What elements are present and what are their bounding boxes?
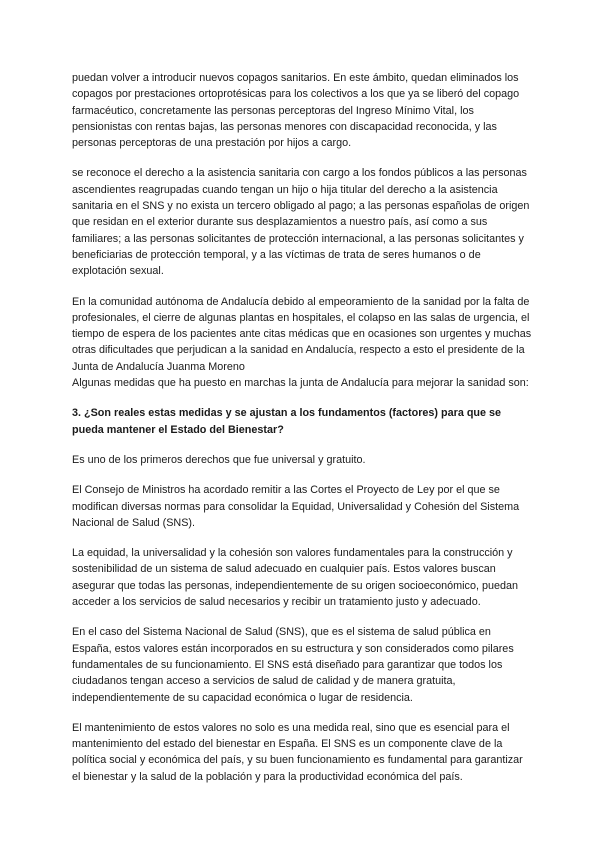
section-heading-3: 3. ¿Son reales estas medidas y se ajustan a los fundamentos (factores) para que se pueda mantener el Estado del Bienestar? — [72, 407, 502, 436]
paragraph-copagos: puedan volver a introducir nuevos copagos sanitarios. En este ámbito, quedan eliminados los copagos por prestaciones ortoprotésicas para los colectivos a los que ya se liberó del copago farmacéutico, concretamente las personas perceptoras del Ingreso Mínimo Vital, los pensionistas con rentas bajas, las personas menores con discapacidad reconocida, y las personas perceptoras de una prestación por hijos a cargo. — [72, 72, 520, 150]
paragraph-derecho-universal: Es uno de los primeros derechos que fue universal y gratuito. — [72, 453, 366, 466]
paragraph-medidas-junta: Algunas medidas que ha puesto en marchas la junta de Andalucía para mejorar la sanidad son: — [72, 377, 529, 390]
paragraph-consejo-ministros: El Consejo de Ministros ha acordado remitir a las Cortes el Proyecto de Ley por el que se modifican diversas normas para consolidar la Equidad, Universalidad y Cohesión del Sistema Nacional de Salud (SNS). — [72, 484, 520, 529]
paragraph-mantenimiento: El mantenimiento de estos valores no solo es una medida real, sino que es esencial para el mantenimiento del estado del bienestar en España. El SNS es un componente clave de la política social y económica del país, y su buen funcionamiento es fundamental para garantizar el bienestar y la salud de la población y para la productividad económica del país. — [72, 721, 523, 783]
paragraph-andalucia: En la comunidad autónoma de Andalucía debido al empeoramiento de la sanidad por la falta de profesionales, el cierre de algunas plantas en hospitales, el colapso en las salas de urgencia, el tiempo de espera de los pacientes ante citas médicas que en ocasiones son urgentes y muchas otras dificultades que perjudican a la sanidad en Andalucía, respecto a esto el presidente de la Junta de Andalucía Juanma Moreno — [72, 295, 532, 373]
paragraph-sns: En el caso del Sistema Nacional de Salud (SNS), que es el sistema de salud pública en España, estos valores están incorporados en su estructura y son considerados como pilares fundamentales de su funcionamiento. El SNS está diseñado para garantizar que todos los ciudadanos tengan acceso a servicios de salud de calidad y de manera gratuita, independientemente de su capacidad económica o lugar de residencia. — [72, 626, 514, 704]
paragraph-valores: La equidad, la universalidad y la cohesión son valores fundamentales para la construcción y sostenibilidad de un sistema de salud adecuado en cualquier país. Estos valores buscan asegurar que todas las personas, independientemente de su origen socioeconómico, puedan acceder a los servicios de salud necesarios y recibir un tratamiento justo y adecuado. — [72, 547, 518, 609]
paragraph-asistencia-sanitaria: se reconoce el derecho a la asistencia sanitaria con cargo a los fondos públicos a las personas ascendientes reagrupadas cuando tengan un hijo o hija titular del derecho a la asistencia sanitaria en el SNS y no exista un tercero obligado al pago; a las personas españolas de origen que residan en el exterior durante sus desplazamientos a nuestro país, así como a sus familiares; a las personas solicitantes de protección internacional, a las personas solicitantes y beneficiarias de protección temporal, y a las víctimas de trata de seres humanos o de explotación sexual. — [72, 167, 530, 278]
document-body — [72, 70, 532, 799]
